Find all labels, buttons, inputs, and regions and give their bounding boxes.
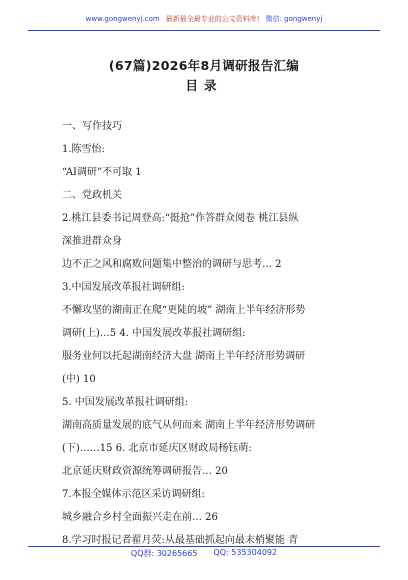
header-slogan: 最新最全最专业的公文资料库! (165, 15, 260, 23)
toc-line[interactable]: 湖南高质量发展的底气从何而来 湖南上半年经济形势调研 (62, 420, 316, 431)
toc-line[interactable]: 北京延庆财政资源统筹调研报告… 20 (62, 466, 228, 477)
toc-line[interactable]: “AI调研”不可取 1 (62, 167, 142, 178)
toc-line[interactable]: 7.本报全媒体示范区采访调研组: (62, 489, 205, 500)
page-footer (28, 548, 380, 566)
header-divider (28, 30, 380, 31)
toc-line[interactable]: 3.中国发展改革报社调研组: (62, 282, 185, 293)
table-of-contents (62, 120, 368, 557)
footer-divider (28, 546, 380, 547)
toc-line[interactable]: 深推进群众身 (62, 236, 122, 247)
toc-line[interactable]: 城乡融合乡村全面振兴走在前… 26 (62, 512, 218, 523)
toc-line[interactable]: 8.学习时报记者翟月荧:从最基础抓起向最末梢聚能 青 (62, 535, 299, 546)
toc-heading: 目录 (185, 78, 223, 93)
page-header (28, 10, 380, 28)
toc-line[interactable]: (中) 10 (62, 374, 96, 385)
toc-line[interactable]: 2.桃江县委书记周登高:“挺抢”作答群众阅卷 桃江县纵 (62, 213, 299, 224)
toc-line[interactable]: (下)……15 6. 北京市延庆区财政局杨钰萌: (62, 443, 252, 454)
toc-line[interactable]: 1.陈雪怡: (62, 144, 105, 155)
toc-line[interactable]: 边不正之风和腐败问题集中整治的调研与思考… 2 (62, 259, 282, 270)
footer-qq-group: QQ群: 30265665 (130, 549, 198, 558)
toc-line: 一、写作技巧 (62, 121, 122, 132)
document-title: (67篇)2026年8月调研报告汇编 (108, 58, 300, 73)
toc-line[interactable]: 5. 中国发展改革报社调研组: (62, 397, 189, 408)
toc-line: 二、党政机关 (62, 190, 122, 201)
toc-line[interactable]: 调研(上)…5 4. 中国发展改革报社调研组: (62, 328, 246, 339)
footer-qq: QQ: 535304092 (213, 548, 278, 557)
toc-line[interactable]: 服务业何以托起湖南经济大盘 湖南上半年经济形势调研 (62, 351, 306, 362)
header-wechat: 微信: gongwenyj (265, 15, 323, 23)
toc-line[interactable]: 不懈攻坚的湖南正在爬“更陡的坡” 湖南上半年经济形势 (62, 305, 306, 316)
header-url-link[interactable]: www.gongwenyj.com (85, 15, 160, 23)
